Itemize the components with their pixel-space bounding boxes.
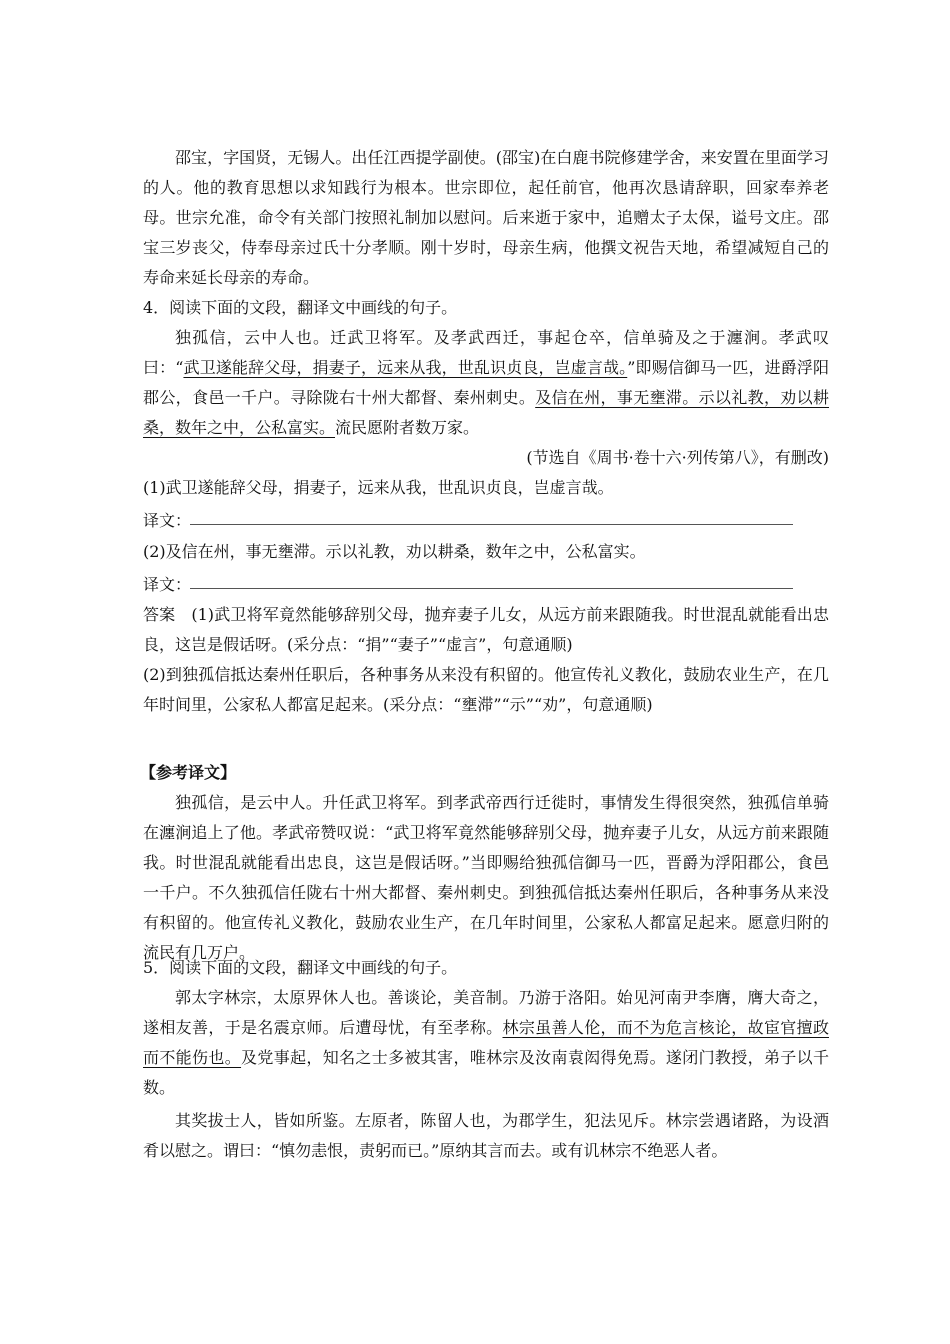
q4-source-citation: (节选自《周书·卷十六·列传第八》，有删改) [526, 448, 829, 467]
q5-passage-1 [143, 983, 829, 1103]
q4-passage-text-3: 流民愿附者数万家。 [335, 418, 480, 437]
q4-translation-label-2: 译文： [143, 575, 192, 594]
q5-underlined-sentence: 林宗虽善人伦，而不为危言核论，故宦官擅政而不能伤也。 [143, 1018, 829, 1067]
q4-answer-blank-2[interactable] [190, 588, 793, 589]
answer-label: 答案 [143, 605, 176, 624]
answer-1-text: (1)武卫将军竟然能够辞别父母，抛弃妻子儿女，从远方前来跟随我。时世混乱就能看出忠良，这岂是假话呀。(采分点：“捐”“妻子”“虚言”，句意通顺) [143, 605, 829, 654]
q4-passage [143, 323, 829, 443]
reference-heading: 【参考译文】 [140, 763, 237, 782]
q4-answer-2: (2)到独孤信抵达秦州任职后，各种事务从来没有积留的。他宣传礼义教化，鼓励农业生产，在几年时间里，公家私人都富足起来。(采分点：“壅滞”“示”“劝”，句意通顺) [143, 665, 829, 714]
q4-sentence-1: (1)武卫遂能辞父母，捐妻子，远来从我，世乱识贞良，岂虚言哉。 [143, 478, 614, 497]
q5-prompt: 5．阅读下面的文段，翻译文中画线的句子。 [143, 958, 458, 977]
q5-passage-text-2: 及党事起，知名之士多被其害，唯林宗及汝南袁闳得免焉。遂闭门教授，弟子以千数。 [143, 1048, 829, 1097]
q4-underlined-sentence-2: 及信在州，事无壅滞。示以礼教，劝以耕桑，数年之中，公私富实。 [143, 388, 829, 437]
q4-translation-label-1: 译文： [143, 511, 192, 530]
q5-passage-text-1: 郭太字林宗，太原界休人也。善谈论，美音制。乃游于洛阳。始见河南尹李膺，膺大奇之，遂相友善，于是名震京师。后遭母忧，有至孝称。 [143, 988, 829, 1037]
q4-underlined-sentence-1: 武卫遂能辞父母，捐妻子，远来从我，世乱识贞良，岂虚言哉。 [183, 358, 628, 377]
q5-passage-2: 其奖拔士人，皆如所鉴。左原者，陈留人也，为郡学生，犯法见斥。林宗尝遇诸路，为设酒肴以慰之。谓曰：“慎勿恚恨，责躬而已。”原纳其言而去。或有讥林宗不绝恶人者。 [143, 1111, 829, 1160]
q4-prompt: 4．阅读下面的文段，翻译文中画线的句子。 [143, 298, 458, 317]
q4-answer-1 [143, 600, 829, 660]
q4-answer-blank-1[interactable] [190, 524, 793, 525]
reference-translation: 独孤信，是云中人。升任武卫将军。到孝武帝西行迁徙时，事情发生得很突然，独孤信单骑在瀍涧追上了他。孝武帝赞叹说：“武卫将军竟然能够辞别父母，抛弃妻子儿女，从远方前来跟随我。时世混乱就能看出忠良，这岂是假话呀。”当即赐给独孤信御马一匹，晋爵为浮阳郡公，食邑一千户。不久独孤信任陇右十州大都督、秦州刺史。到独孤信抵达秦州任职后，各种事务从来没有积留的。他宣传礼义教化，鼓励农业生产，在几年时间里，公家私人都富足起来。愿意归附的流民有几万户。 [143, 793, 829, 962]
q4-passage-text-1: 独孤信，云中人也。迁武卫将军。及孝武西迁，事起仓卒，信单骑及之于瀍涧。孝武叹曰：“ [143, 328, 829, 377]
q4-sentence-2: (2)及信在州，事无壅滞。示以礼教，劝以耕桑，数年之中，公私富实。 [143, 542, 646, 561]
shao-bao-translation: 邵宝，字国贤，无锡人。出任江西提学副使。(邵宝)在白鹿书院修建学舍，来安置在里面学习的人。他的教育思想以求知践行为根本。世宗即位，起任前官，他再次恳请辞职，回家奉养老母。世宗允准，命令有关部门按照礼制加以慰问。后来逝于家中，追赠太子太保，谥号文庄。邵宝三岁丧父，侍奉母亲过氏十分孝顺。刚十岁时，母亲生病，他撰文祝告天地，希望减短自己的寿命来延长母亲的寿命。 [143, 148, 829, 287]
q4-passage-text-2: ”即赐信御马一匹，进爵浮阳郡公，食邑一千户。寻除陇右十州大都督、秦州刺史。 [143, 358, 829, 407]
